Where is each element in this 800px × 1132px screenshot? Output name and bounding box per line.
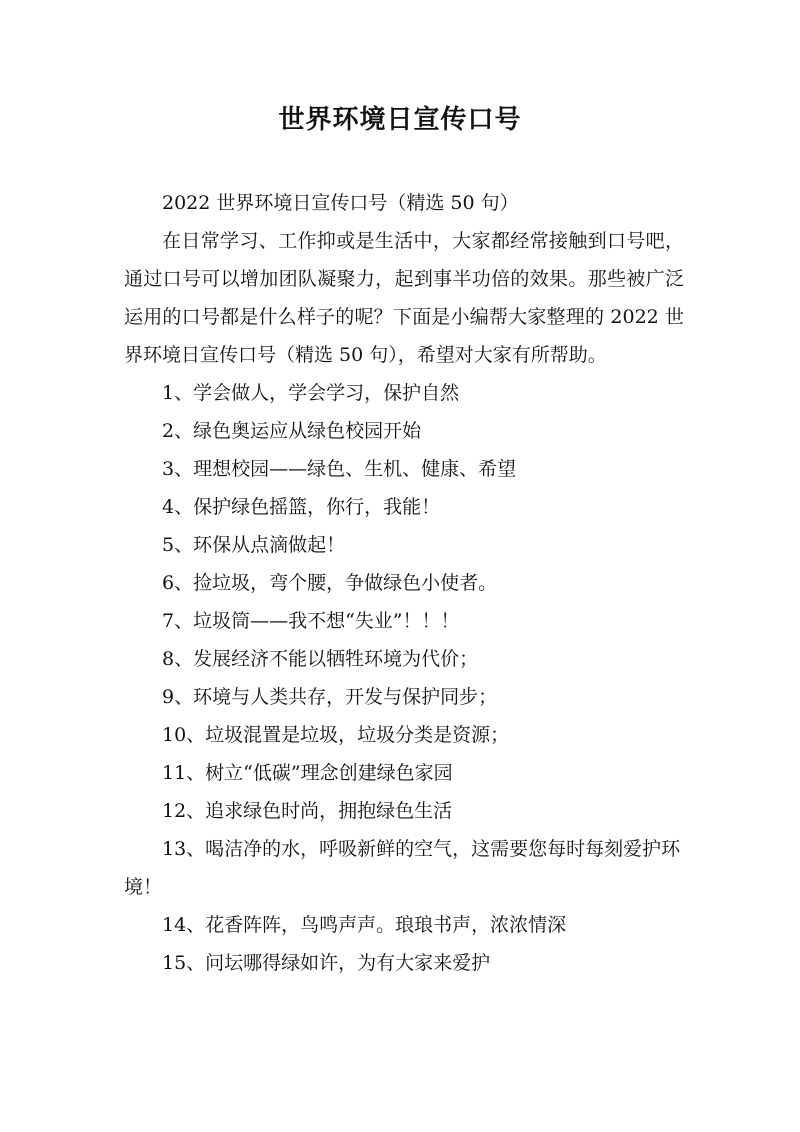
slogan-item: 1、学会做人，学会学习，保护自然 — [162, 382, 460, 404]
slogan-item: 3、理想校园——绿色、生机、健康、希望 — [162, 458, 517, 480]
slogan-item: 12、追求绿色时尚，拥抱绿色生活 — [162, 800, 453, 822]
slogan-item: 9、环境与人类共存，开发与保护同步； — [162, 686, 498, 708]
document-body — [124, 184, 684, 982]
slogan-item: 14、花香阵阵，鸟鸣声声。琅琅书声，浓浓情深 — [162, 914, 567, 936]
slogan-item: 13、喝洁净的水，呼吸新鲜的空气，这需要您每时每刻爱护环境！ — [124, 838, 681, 898]
slogan-item: 11、树立“低碳”理念创建绿色家园 — [162, 762, 453, 784]
document-title: 世界环境日宣传口号 — [278, 105, 522, 135]
slogan-item: 7、垃圾筒——我不想“失业”！！！ — [162, 610, 460, 632]
intro-paragraph: 在日常学习、工作抑或是生活中，大家都经常接触到口号吧，通过口号可以增加团队凝聚力，起到事半功倍的效果。那些被广泛运用的口号都是什么样子的呢？下面是小编帮大家整理的 2022 世界环境日宣传口号（精选 50 句），希望对大家有所帮助。 — [124, 230, 684, 366]
slogan-item: 8、发展经济不能以牺牲环境为代价； — [162, 648, 479, 670]
slogan-item: 6、捡垃圾，弯个腰，争做绿色小使者。 — [162, 572, 498, 594]
slogan-item: 10、垃圾混置是垃圾，垃圾分类是资源； — [162, 724, 510, 746]
slogan-item: 15、问坛哪得绿如许，为有大家来爱护 — [162, 952, 491, 974]
slogan-list — [124, 374, 684, 982]
slogan-item: 4、保护绿色摇篮，你行，我能！ — [162, 496, 441, 518]
slogan-item: 2、绿色奥运应从绿色校园开始 — [162, 420, 422, 442]
subtitle-line: 2022 世界环境日宣传口号（精选 50 句） — [162, 192, 519, 214]
slogan-item: 5、环保从点滴做起！ — [162, 534, 346, 556]
